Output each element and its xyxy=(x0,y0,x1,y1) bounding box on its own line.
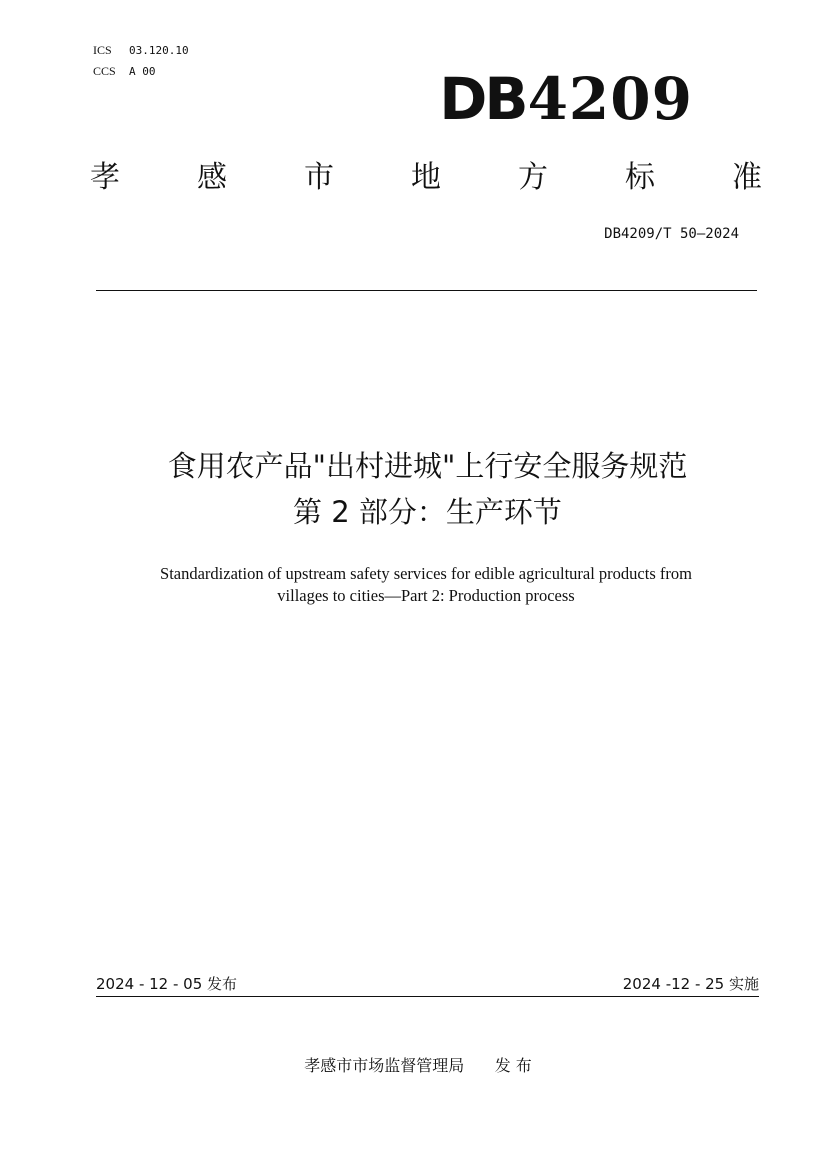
header-divider xyxy=(96,290,757,291)
standard-code xyxy=(439,64,693,134)
ccs-label: CCS xyxy=(93,64,116,78)
publish-action: 发 布 xyxy=(494,1056,532,1075)
standard-type-char: 标 xyxy=(625,160,655,195)
title-en-line-2: villages to cities—Part 2: Production process xyxy=(277,586,575,605)
title-cn-line-2: 第 2 部分：生产环节 xyxy=(293,495,562,529)
document-title-english xyxy=(0,563,815,607)
document-title-chinese xyxy=(0,443,815,535)
publisher-name: 孝感市市场监督管理局 xyxy=(304,1056,465,1075)
classification-codes xyxy=(93,40,189,82)
footer-divider xyxy=(96,996,759,997)
issue-date: 2024 - 12 - 05 发布 xyxy=(96,975,238,993)
ics-label: ICS xyxy=(93,43,112,57)
standard-type-char: 准 xyxy=(732,160,762,195)
standard-type-char: 方 xyxy=(518,160,548,195)
ccs-value: A 00 xyxy=(129,65,156,78)
publisher-line xyxy=(0,1054,815,1078)
standard-code-prefix: DB xyxy=(439,65,526,133)
standard-type-char: 感 xyxy=(197,160,227,195)
standard-type-title xyxy=(90,153,762,203)
ics-row xyxy=(93,40,189,61)
standard-type-char: 地 xyxy=(411,160,441,195)
standard-type-char: 孝 xyxy=(90,160,120,195)
ics-value: 03.120.10 xyxy=(129,44,189,57)
standard-number: DB4209/T 50—2024 xyxy=(604,226,739,242)
standard-type-char: 市 xyxy=(304,160,334,195)
standard-code-number: 4209 xyxy=(527,65,693,133)
ccs-row xyxy=(93,61,189,82)
title-en-line-1: Standardization of upstream safety services for edible agricultural products from xyxy=(160,564,692,583)
implementation-date: 2024 -12 - 25 实施 xyxy=(622,975,759,993)
title-cn-line-1: 食用农产品"出村进城"上行安全服务规范 xyxy=(167,449,688,483)
